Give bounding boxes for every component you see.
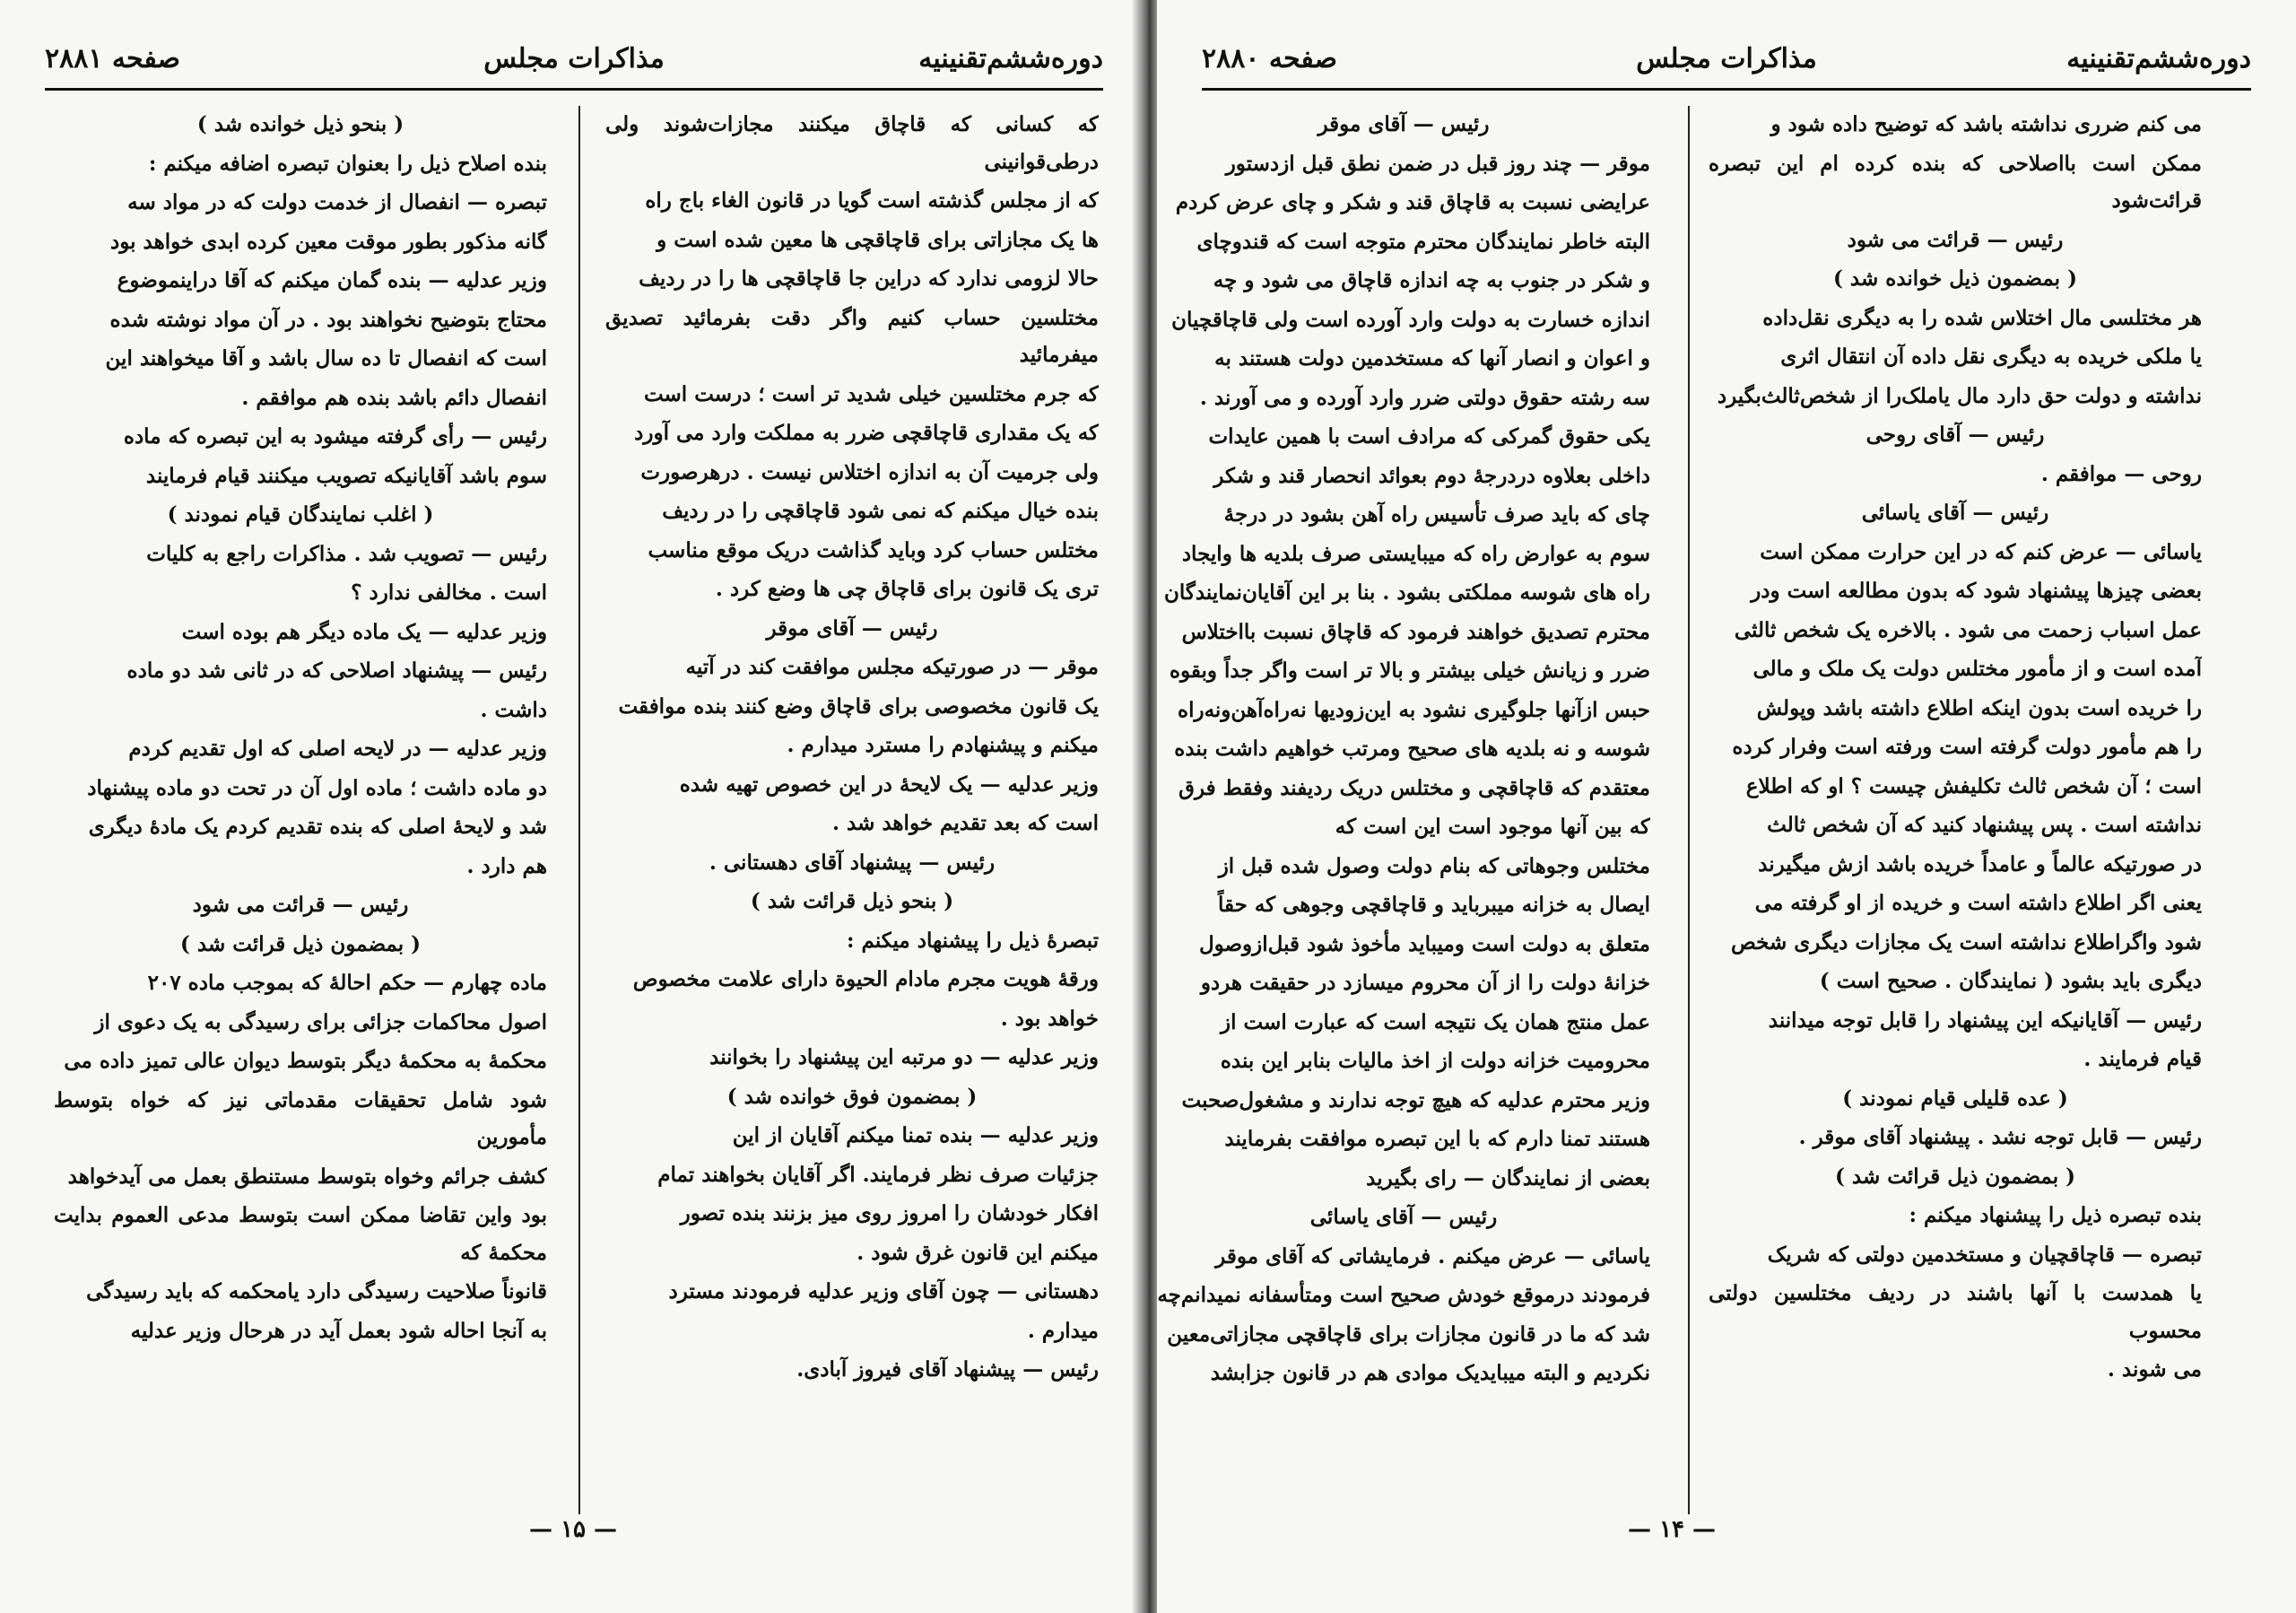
- text-line: رئیس — آقای موقر: [1318, 112, 1490, 136]
- text-line: ماده چهارم — حکم احالهٔ که بموجب ماده ۲۰۷: [147, 971, 547, 995]
- text-line: وزیر عدلیه — دو مرتبه این پیشنهاد را بخوانند: [709, 1045, 1099, 1069]
- text-line: رئیس — پیشنهاد آقای دهستانی .: [709, 850, 996, 875]
- text-line: هستند تمنا دارم که با این تبصره موافقت بفرمایند: [1224, 1127, 1650, 1151]
- text-line: موقر — چند روز قبل در ضمن نطق قبل ازدستور: [1225, 151, 1650, 176]
- text-line: بنده تبصره ذیل را پیشنهاد میکنم :: [1909, 1203, 2202, 1227]
- right-page-header: [1202, 43, 2251, 83]
- text-line: تبصرهٔ ذیل را پیشنهاد میکنم :: [847, 928, 1099, 953]
- left-page-header: [45, 43, 1103, 83]
- right-page-number: — ۱۴ —: [1628, 1516, 1717, 1543]
- left-page: [0, 0, 1139, 1613]
- text-line: عرایضی نسبت به قاچاق قند و شکر و چای عرض کردم: [1175, 190, 1650, 214]
- text-line: میدارم .: [1027, 1318, 1099, 1343]
- text-line: را هم مأمور دولت گرفته است ورفته است وفرار کرده: [1732, 735, 2202, 759]
- text-line: تبصره — قاچاقچیان و مستخدمین دولتی که شریک: [1767, 1242, 2202, 1267]
- text-line: حبس ازآنها جلوگیری نشود به این‌زودیها نه‌راه‌آهن‌ونه‌راه: [1178, 697, 1650, 722]
- text-line: حالا لزومی ندارد که دراین جا قاچاقچی ها را در ردیف: [639, 266, 1099, 291]
- right-header-session: دوره‌ششم‌تقنینیه: [2066, 43, 2251, 74]
- text-line: که جرم مختلسین خیلی شدید تر است ؛ درست است: [643, 381, 1099, 406]
- text-line: شود شامل تحقیقات مقدماتی نیز که خواه بتوسط مأمورین: [54, 1087, 547, 1149]
- left-column-divider: [578, 106, 580, 1514]
- text-line: رئیس — تصویب شد . مذاکرات راجع به کلیات: [146, 541, 547, 566]
- text-line: یا ملکی خریده به دیگری نقل داده آن انتقال اثری: [1780, 344, 2202, 369]
- text-line: یاسائی — عرض میکنم . فرمایشاتی که آقای موقر: [1215, 1243, 1650, 1269]
- text-line: محکمهٔ به محکمهٔ دیگر بتوسط دیوان عالی تمیز داده می: [64, 1049, 547, 1073]
- text-line: رئیس — آقای روحی: [1866, 423, 2045, 447]
- text-line: بعضی از نمایندگان — رای بگیرید: [1366, 1165, 1650, 1190]
- text-line: نداشته است . پس پیشنهاد کنید که آن شخص ثالث: [1767, 813, 2202, 837]
- text-line: سوم باشد آقایانیکه تصویب میکنند قیام فرمایند: [145, 463, 547, 488]
- text-line: بود واین تقاضا ممکن است بتوسط مدعی العموم بدایت محکمهٔ که: [54, 1203, 547, 1265]
- text-line: است ؛ آن شخص ثالث تکلیفش چیست ؟ او که اطلاع: [1745, 773, 2202, 798]
- text-line: آمده است و از مأمور مختلس دولت یک ملک و مالی: [1752, 657, 2202, 681]
- text-line: ایصال به خزانه میبرباید و قاچاقچی وجوهی که حقاً: [1217, 893, 1650, 917]
- text-line: ( بنحو ذیل قرائت شد ): [750, 889, 954, 913]
- text-line: روحی — موافقم .: [2040, 461, 2202, 486]
- text-line: که بین آنها موجود است این است که: [1335, 815, 1650, 839]
- text-line: افکار خودشان را امروز روی میز بزنند بنده تصور: [680, 1201, 1099, 1225]
- text-line: شد و لایحهٔ اصلی که بنده تقدیم کردم یک مادهٔ دیگری: [88, 815, 547, 839]
- left-page-number: — ۱۵ —: [529, 1516, 618, 1543]
- text-line: بعضی چیزها پیشنهاد شود که بدون مطالعه است ودر: [1751, 579, 2202, 603]
- text-line: ( عده قلیلی قیام نمودند ): [1842, 1086, 2068, 1111]
- right-header-title: مذاکرات مجلس: [1636, 43, 1817, 74]
- text-line: موقر — در صورتیکه مجلس موافقت کند در آتیه: [685, 655, 1099, 679]
- text-line: را خریده است بدون اینکه اطلاع داشته باشد وپولش: [1756, 695, 2202, 720]
- text-line: محترم تصدیق خواهند فرمود که قاچاق نسبت بااختلاس: [1181, 619, 1650, 644]
- right-page-right-column: [1709, 106, 2202, 1505]
- text-line: هر مختلسی مال اختلاس شده را به دیگری نقل‌داده: [1762, 305, 2202, 330]
- text-line: رئیس — آقای موقر: [766, 615, 938, 641]
- left-header-title: مذاکرات مجلس: [483, 43, 665, 74]
- text-line: میکنم این قانون غرق شود .: [857, 1240, 1099, 1265]
- text-line: است که انفصال تا ده سال باشد و آقا میخواهند این: [105, 346, 547, 371]
- text-line: گانه مذکور بطور موقت معین کرده ابدی خواهد بود: [110, 229, 547, 254]
- text-line: متعلق به دولت است ومیباید مأخوذ شود قبل‌ازوصول: [1198, 931, 1650, 956]
- text-line: که کسانی که قاچاق میکنند مجازات‌شوند ولی درطی‌قوانینی: [605, 112, 1099, 174]
- text-line: وزیر محترم عدلیه که هیچ توجه ندارند و مشغول‌صحبت: [1181, 1087, 1650, 1112]
- text-line: یک قانون مخصوصی برای قاچاق وضع کنند بنده موافقت: [618, 693, 1099, 719]
- text-line: داخلی بعلاوه دردرجهٔ دوم بعوائد انحصار قند و شکر: [1213, 463, 1650, 488]
- text-line: یعنی اگر اطلاع داشته است و خریده از او گرفته می: [1754, 891, 2202, 915]
- text-line: وزیر عدلیه — بنده تمنا میکنم آقایان از این: [732, 1123, 1099, 1147]
- left-header-page-label: صفحه ۲۸۸۱: [45, 43, 180, 74]
- text-line: انفصال دائم باشد بنده هم موافقم .: [241, 385, 547, 410]
- left-page-right-column: [605, 106, 1099, 1505]
- text-line: مختلس وجوهاتی که بنام دولت وصول شده قبل از: [1218, 853, 1650, 878]
- text-line: دو ماده داشت ؛ ماده اول آن در تحت دو ماده پیشنهاد: [87, 775, 547, 800]
- text-line: که یک مقداری قاچاقچی ضرر به مملکت وارد می آورد: [634, 421, 1099, 445]
- text-line: ممکن است بااصلاحی که بنده کرده ام این تبصره قرائت‌شود: [1709, 151, 2202, 213]
- text-line: ( بنحو ذیل خوانده شد ): [196, 112, 404, 136]
- text-line: ضرر و زیانش خیلی بیشتر و بالا تر است واگر جداً وبقوه: [1169, 658, 1650, 683]
- text-line: به آنجا احاله شود بعمل آید در هرحال وزیر عدلیه: [130, 1318, 547, 1343]
- text-line: اندازه خسارت به دولت وارد آورده است ولی قاچاقچیان: [1171, 307, 1650, 332]
- left-header-rule: [45, 88, 1103, 91]
- text-line: وزیر عدلیه — بنده گمان میکنم که آقا دراینموضوع: [117, 268, 547, 292]
- right-column-divider: [1688, 106, 1690, 1514]
- text-line: و شکر در جنوب به چه اندازه قاچاق می شود و چه: [1213, 268, 1650, 292]
- text-line: رئیس — پیشنهاد اصلاحی که در ثانی شد دو ماده: [126, 658, 547, 683]
- text-line: ولی جرمیت آن به اندازه اختلاس نیست . درهرصورت: [640, 459, 1099, 484]
- text-line: البته خاطر نمایندگان محترم متوجه است که قندوچای: [1196, 229, 1650, 254]
- text-line: محتاج بتوضیح نخواهند بود . در آن مواد نوشته شده: [109, 307, 547, 332]
- text-line: سوم به عوارض راه که میبایستی صرف بلدیه ها وایجاد: [1181, 541, 1650, 566]
- right-page-left-column: [1157, 106, 1650, 1505]
- text-line: نکردیم و البته میبایدیک موادی هم در قانون جزابشد: [1210, 1361, 1650, 1385]
- text-line: میکنم و پیشنهادم را مسترد میدارم .: [787, 733, 1099, 757]
- text-line: رئیس — آقایانیکه این پیشنهاد را قابل توجه میدانند: [1768, 1007, 2202, 1033]
- text-line: رئیس — قرائت می شود: [1847, 227, 2064, 252]
- text-line: ( بمضمون ذیل قرائت شد ): [180, 931, 421, 956]
- text-line: خواهد بود .: [1000, 1006, 1099, 1031]
- text-line: تبصره — انفصال از خدمت دولت که در مواد سه: [127, 190, 547, 214]
- text-line: دهستانی — چون آقای وزیر عدلیه فرمودند مسترد: [668, 1279, 1099, 1303]
- right-header-page-label: صفحه ۲۸۸۰: [1202, 43, 1337, 74]
- text-line: که از مجلس گذشته است گویا در قانون الغاء باج راه: [645, 188, 1099, 213]
- text-line: می کنم ضرری نداشته باشد که توضیح داده شود و: [1770, 112, 2202, 136]
- text-line: در صورتیکه عالماً و عامداً خریده باشد ازش میگیرند: [1758, 851, 2202, 876]
- text-line: مختلس حساب کرد وباید گذاشت دریک موقع مناسب: [648, 537, 1099, 562]
- text-line: ( بمضمون ذیل خوانده شد ): [1833, 266, 2077, 291]
- text-line: است که بعد تقدیم خواهد شد .: [831, 811, 1099, 835]
- text-line: و اعوان و انصار آنها که مستخدمین دولت هستند به: [1214, 346, 1650, 371]
- text-line: تری یک قانون برای قاچاق چی ها وضع کرد .: [715, 577, 1099, 601]
- text-line: رئیس — آقای یاسائی: [1861, 501, 2049, 525]
- text-line: قیام فرمایند .: [2083, 1047, 2202, 1071]
- left-header-session: دوره‌ششم‌تقنینیه: [918, 43, 1103, 74]
- text-line: است . مخالفی ندارد ؟: [351, 580, 547, 605]
- text-line: فرمودند درموقع خودش صحیح است ومتأسفانه نمیدانم‌چه: [1157, 1283, 1650, 1307]
- text-line: رئیس — قرائت می شود: [192, 893, 409, 917]
- text-line: یکی حقوق گمرکی که مرادف است با همین عایدات: [1208, 424, 1650, 449]
- text-line: نداشته و دولت حق دارد مال یاملک‌را از شخص‌ثالث‌بگیرد: [1717, 383, 2202, 408]
- text-line: عمل منتج همان یک نتیجه است که عبارت است از: [1220, 1009, 1650, 1034]
- text-line: بنده خیال میکنم که نمی شود قاچاقچی را در ردیف: [662, 499, 1099, 523]
- text-line: شد که ما در قانون مجازات برای قاچاقچی مجازاتی‌معین: [1167, 1321, 1650, 1347]
- text-line: یا همدست با آنها باشند در ردیف مختلسین دولتی محسوب: [1709, 1281, 2202, 1343]
- text-line: محرومیت خزانه دولت از اخذ مالیات بنابر این بنده: [1220, 1049, 1650, 1073]
- text-line: مختلسین حساب کنیم واگر دقت بفرمائید تصدیق میفرمائید: [605, 305, 1099, 367]
- text-line: وزیر عدلیه — در لایحه اصلی که اول تقدیم کردم: [128, 737, 547, 761]
- text-line: رئیس — رأی گرفته میشود به این تبصره که ماده: [123, 424, 547, 449]
- right-header-rule: [1202, 88, 2251, 91]
- text-line: عمل اسباب زحمت می شود . بالاخره یک شخص ثالثی: [1734, 617, 2202, 642]
- text-line: ها یک مجازاتی برای قاچاقچی ها معین شده است و: [657, 227, 1099, 252]
- text-line: جزئیات صرف نظر فرمایند. اگر آقایان بخواهند تمام: [657, 1162, 1099, 1187]
- text-line: راه های شوسه مملکتی بشود . بنا بر این آقایان‌نمایندگان: [1163, 580, 1650, 605]
- text-line: رئیس — آقای یاسائی: [1309, 1205, 1498, 1229]
- text-line: ( اغلب نمایندگان قیام نمودند ): [167, 502, 434, 527]
- text-line: معتقدم که قاچاقچی و مختلس دریک ردیفند وفقط فرق: [1178, 775, 1650, 800]
- text-line: دیگری باید بشود ( نمایندگان . صحیح است ): [1819, 969, 2202, 993]
- text-line: شود واگراطلاع نداشته است یک مجازات دیگری شخص: [1730, 929, 2202, 955]
- text-line: رئیس — قابل توجه نشد . پیشنهاد آقای موقر .: [1798, 1125, 2202, 1149]
- left-page-left-column: [54, 106, 547, 1505]
- text-line: کشف جرائم وخواه بتوسط مستنطق بعمل می آیدخواهد: [67, 1164, 547, 1189]
- text-line: رئیس — پیشنهاد آقای فیروز آبادی.: [796, 1357, 1099, 1382]
- text-line: وزیر عدلیه — یک لایحهٔ در این خصوص تهیه شده: [679, 772, 1099, 797]
- text-line: هم دارد .: [466, 853, 547, 878]
- text-line: شوسه و نه بلدیه های صحیح ومرتب خواهیم داشت بنده: [1174, 737, 1650, 761]
- text-line: اصول محاکمات جزائی برای رسیدگی به یک دعوی از: [94, 1009, 547, 1034]
- text-line: ( بمضمون ذیل قرائت شد ): [1835, 1164, 2075, 1189]
- text-line: داشت .: [480, 697, 547, 722]
- text-line: ورقهٔ هویت مجرم مادام الحیوة دارای علامت مخصوص: [632, 967, 1099, 991]
- text-line: یاسائی — عرض کنم که در این حرارت ممکن است: [1760, 539, 2202, 564]
- text-line: قانوناً صلاحیت رسیدگی دارد یامحکمه که باید رسیدگی: [86, 1279, 547, 1303]
- text-line: می شوند .: [2107, 1357, 2202, 1382]
- text-line: بنده اصلاح ذیل را بعنوان تبصره اضافه میکنم :: [148, 151, 547, 176]
- text-line: خزانهٔ دولت را از آن محروم میسازد در حقیقت هردو: [1200, 971, 1650, 995]
- right-page: [1157, 0, 2296, 1613]
- text-line: وزیر عدلیه — یک ماده دیگر هم بوده است: [181, 619, 547, 644]
- text-line: ( بمضمون فوق خوانده شد ): [726, 1084, 978, 1109]
- text-line: چای که باید صرف تأسیس راه آهن بشود در درجهٔ: [1223, 502, 1650, 527]
- text-line: سه رشته حقوق دولتی ضرر وارد آورده و می آورند .: [1199, 385, 1650, 410]
